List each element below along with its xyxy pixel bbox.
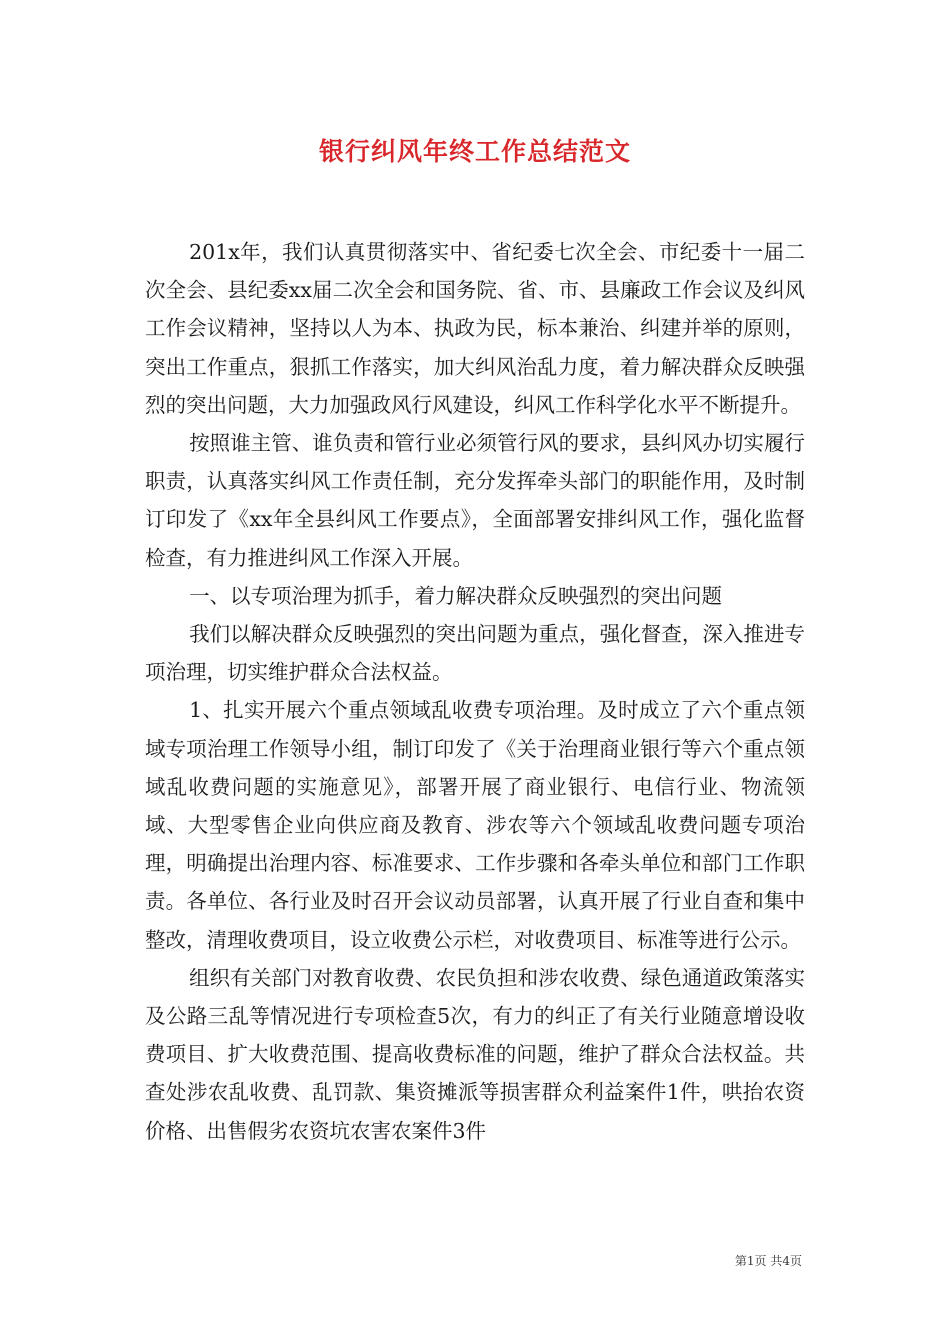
paragraph-section-1-intro: 我们以解决群众反映强烈的突出问题为重点，强化督查，深入推进专项治理，切实维护群众合法权益。 [145,622,805,685]
document-title: 银行纠风年终工作总结范文 [318,137,631,166]
paragraph-inspection: 组织有关部门对教育收费、农民负担和涉农收费、绿色通道政策落实及公路三乱等情况进行专项检查5次，有力的纠正了有关行业随意增设收费项目、扩大收费范围、提高收费标准的问题，维护了群众合法权益。共查处涉农乱收费、乱罚款、集资摊派等损害群众利益案件1件，哄抬农资价格、出售假劣农资坑农害农案件3件 [145,965,805,1143]
paragraph-responsibility: 按照谁主管、谁负责和管行业必须管行风的要求，县纠风办切实履行职责，认真落实纠风工作责任制，充分发挥牵头部门的职能作用，及时制订印发了《xx年全县纠风工作要点》，全面部署安排纠风工作，强化监督检查，有力推进纠风工作深入开展。 [145,431,805,570]
paragraph-item-1: 1、扎实开展六个重点领域乱收费专项治理。及时成立了六个重点领域专项治理工作领导小组，制订印发了《关于治理商业银行等六个重点领域乱收费问题的实施意见》，部署开展了商业银行、电信行业、物流领域、大型零售企业向供应商及教育、涉农等六个领域乱收费问题专项治理，明确提出治理内容、标准要求、工作步骤和各牵头单位和部门工作职责。各单位、各行业及时召开会议动员部署，认真开展了行业自查和集中整改，清理收费项目，设立收费公示栏，对收费项目、标准等进行公示。 [145,698,805,952]
document-body [145,233,805,1150]
paragraph-intro: 201x年，我们认真贯彻落实中、省纪委七次全会、市纪委十一届二次全会、县纪委xx届二次全会和国务院、省、市、县廉政工作会议及纠风工作会议精神，坚持以人为本、执政为民，标本兼治、纠建并举的原则，突出工作重点，狠抓工作落实，加大纠风治乱力度，着力解决群众反映强烈的突出问题，大力加强政风行风建设，纠风工作科学化水平不断提升。 [145,240,805,417]
section-heading-1: 一、以专项治理为抓手，着力解决群众反映强烈的突出问题 [189,583,723,608]
page-number: 第1页 共4页 [734,1254,802,1268]
